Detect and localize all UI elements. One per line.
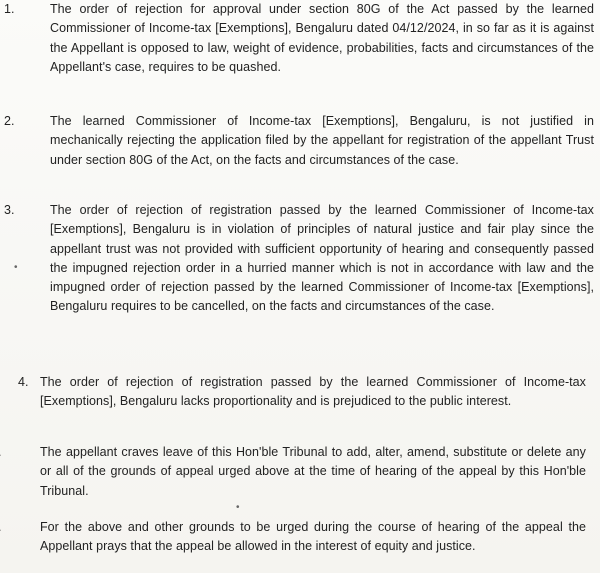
ground-number: 4. <box>18 375 29 389</box>
ground-text: The order of rejection of registration passed by the learned Commissioner of Income-tax [Exemptions], Bengaluru is in violation of principles of natural justice and fair play since the appellant trust was not provided with sufficient opportunity of hearing and consequently passed the impugned rejection order in a hurried manner which is not in accordance with law and the impugned order of rejection passed by the learned Commissioner of Income-tax [Exemptions], Bengaluru requires to be cancelled, on the facts and circumstances of the case. <box>50 203 594 314</box>
ground-text: The appellant craves leave of this Hon'ble Tribunal to add, alter, amend, substitute or delete any or all of the grounds of appeal urged above at the time of hearing of the appeal by this Hon'ble Tribunal. <box>40 445 586 498</box>
ground-text: The order of rejection of registration passed by the learned Commissioner of Income-tax [Exemptions], Bengaluru lacks proportionality and is prejudiced to the public interest. <box>40 375 586 409</box>
ground-number <box>0 443 1 463</box>
ground-number: 1. <box>4 2 15 16</box>
scan-speck: • <box>236 502 240 513</box>
ground-text: The order of rejection for approval under section 80G of the Act passed by the learned Commissioner of Income-tax [Exemptions], Bengaluru dated 04/12/2024, in so far as it is against the Appellant is opposed to law, weight of evidence, probabilities, facts and circumstances of the Appellant's case, requires to be quashed. <box>50 2 594 74</box>
ground-number: 2. <box>4 114 15 128</box>
ground-number <box>0 518 1 538</box>
ground-text: The learned Commissioner of Income-tax [Exemptions], Bengaluru, is not justified in mechanically rejecting the application filed by the appellant for registration of the appellant Trust under section 80G of the Act, on the facts and circumstances of the case. <box>50 114 594 167</box>
ground-number: 3. <box>4 203 15 217</box>
ground-text: For the above and other grounds to be urged during the course of hearing of the appeal the Appellant prays that the appeal be allowed in the interest of equity and justice. <box>40 520 586 554</box>
scan-speck: • <box>14 262 18 273</box>
